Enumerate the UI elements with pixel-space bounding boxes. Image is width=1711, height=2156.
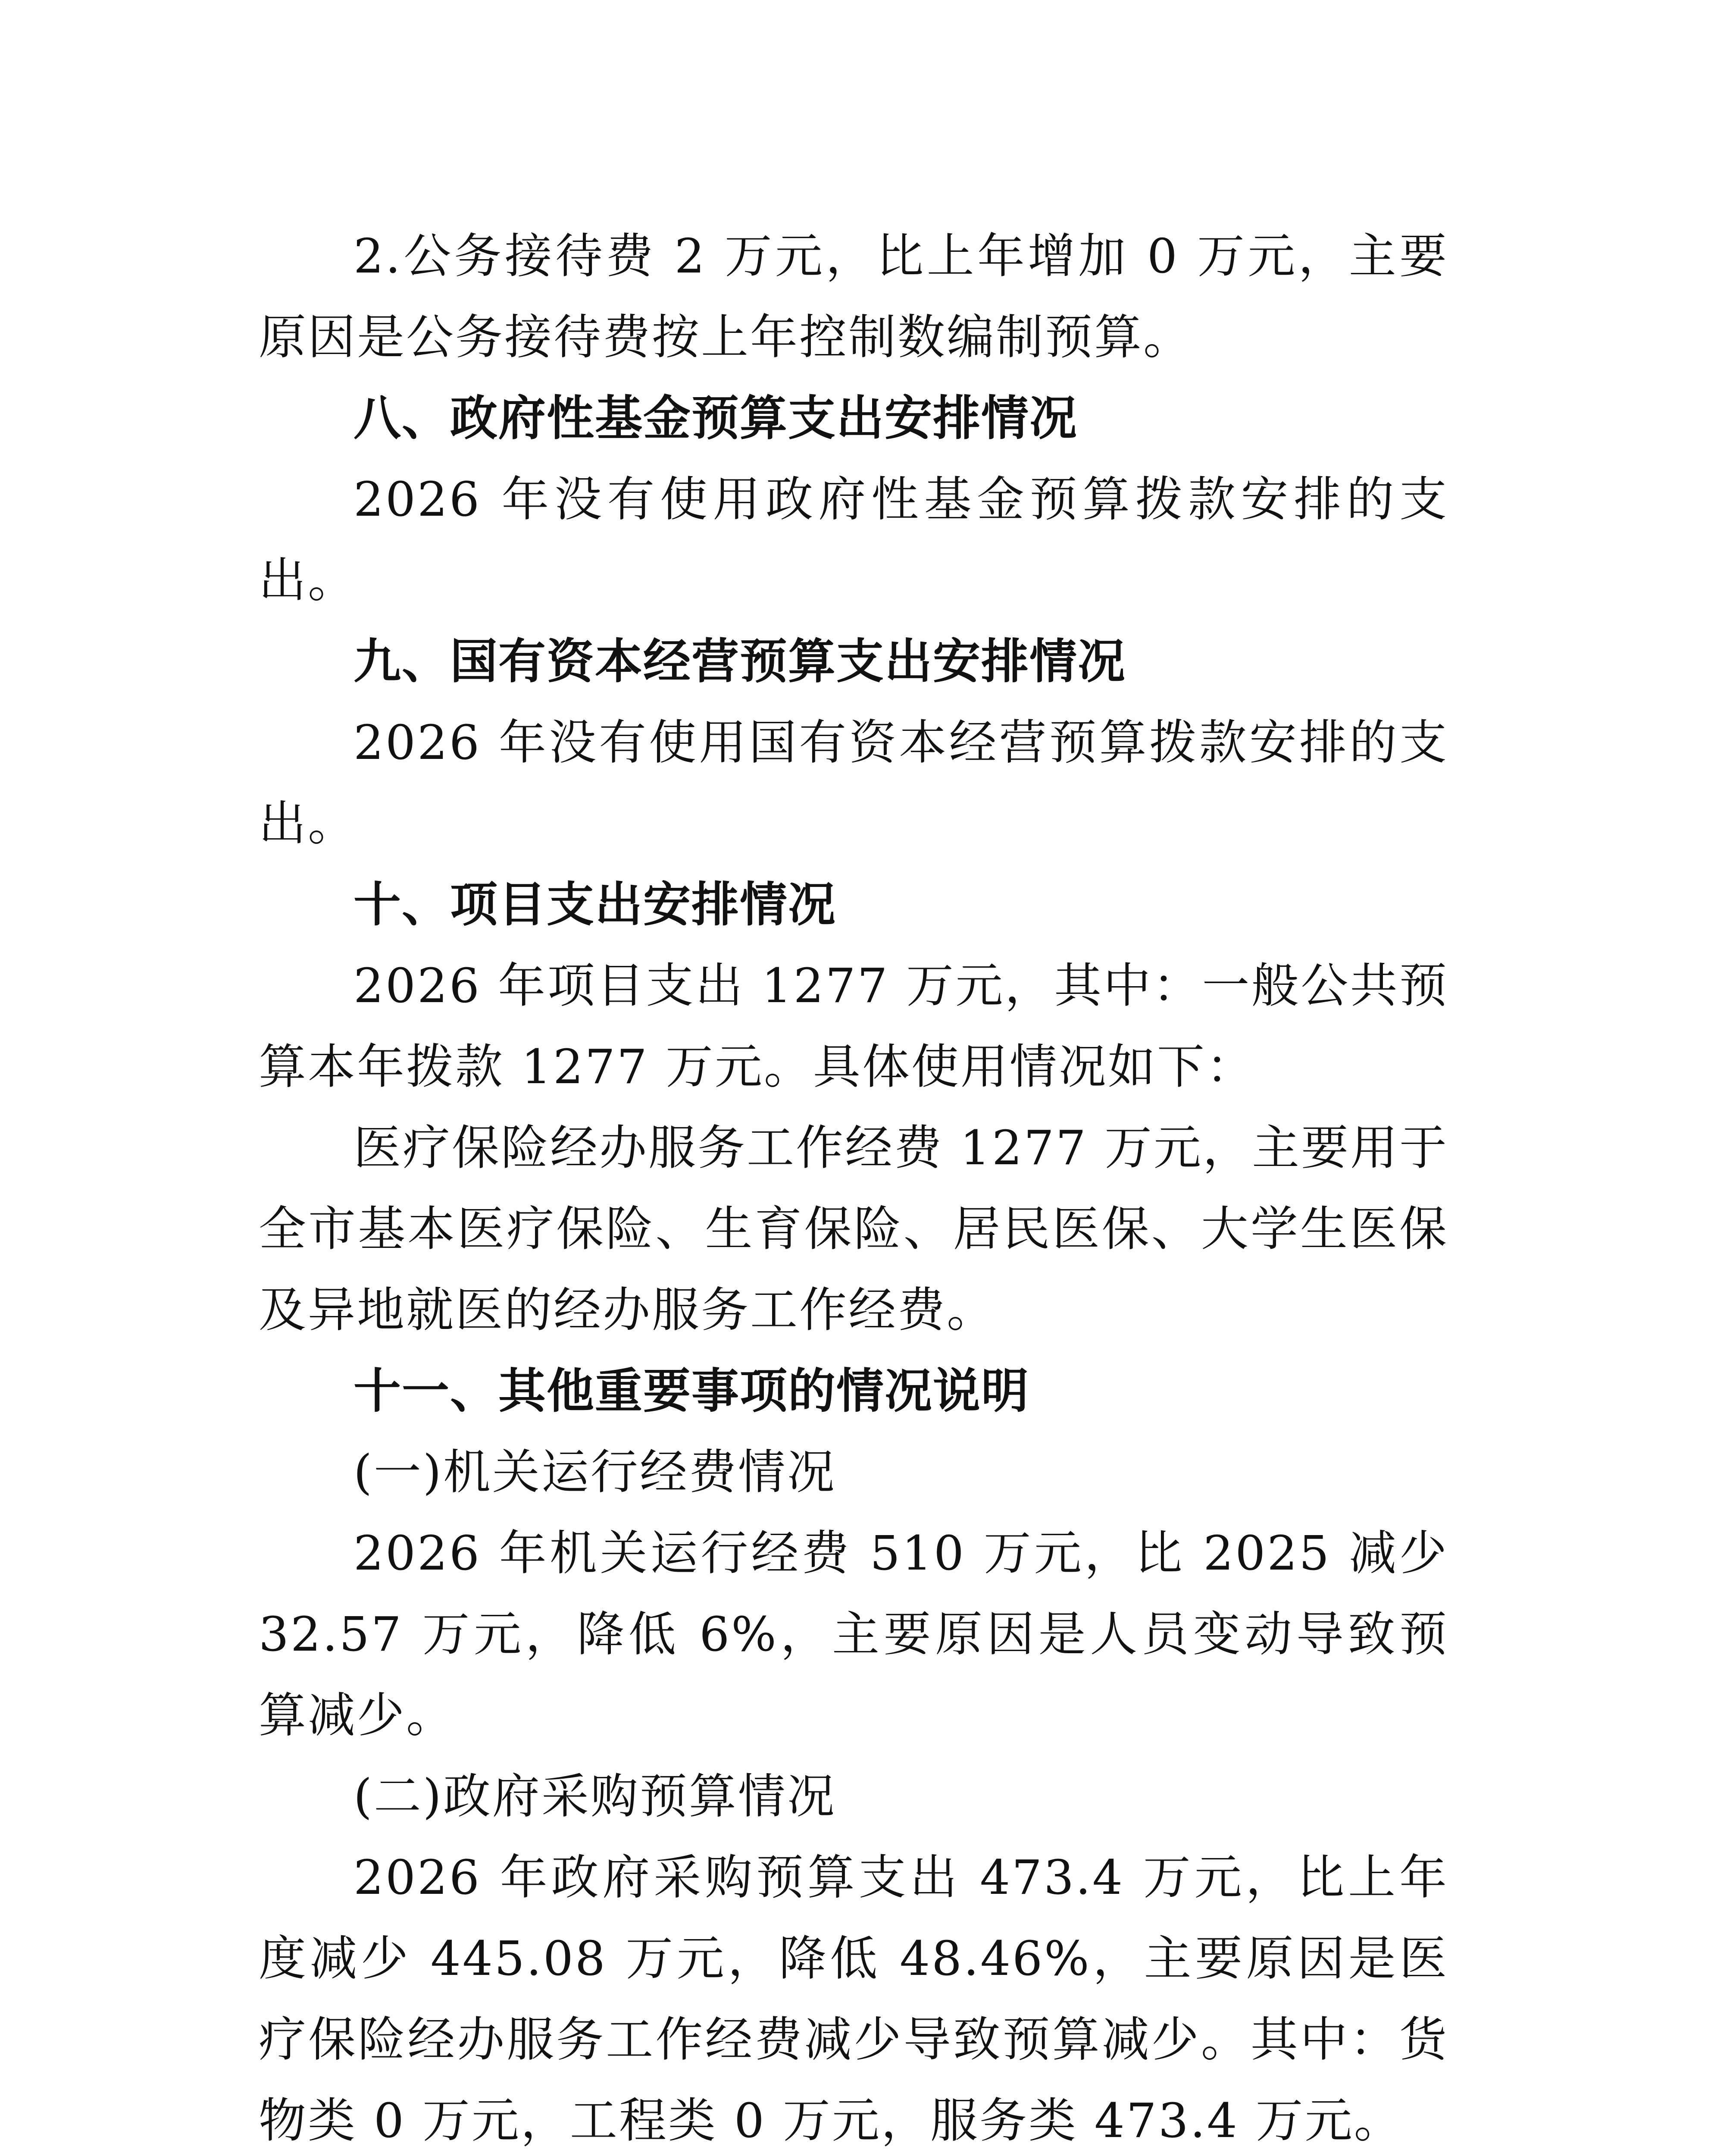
paragraph-medical-insurance-fund: 医疗保险经办服务工作经费 1277 万元，主要用于全市基本医疗保险、生育保险、居民医保、大学生医保及异地就医的经办服务工作经费。 xyxy=(259,1120,1448,1338)
heading-project-expenditure: 十、项目支出安排情况 xyxy=(353,877,836,932)
paragraph-state-capital: 2026 年没有使用国有资本经营预算拨款安排的支出。 xyxy=(259,715,1448,851)
heading-state-capital: 九、国有资本经营预算支出安排情况 xyxy=(353,634,1126,689)
subheading-procurement: (二)政府采购预算情况 xyxy=(353,1769,836,1824)
heading-other-matters: 十一、其他重要事项的情况说明 xyxy=(353,1363,1029,1419)
document-body xyxy=(259,216,1448,2156)
paragraph-procurement: 2026 年政府采购预算支出 473.4 万元，比上年度减少 445.08 万元，降低 48.46%，主要原因是医疗保险经办服务工作经费减少导致预算减少。其中：货物类 0 万元，工程类 0 万元，服务类 473.4 万元。 xyxy=(259,1850,1448,2148)
paragraph-project-expenditure: 2026 年项目支出 1277 万元，其中：一般公共预算本年拨款 1277 万元。具体使用情况如下： xyxy=(259,958,1448,1094)
paragraph-operating-funds: 2026 年机关运行经费 510 万元，比 2025 减少 32.57 万元，降低 6%，主要原因是人员变动导致预算减少。 xyxy=(259,1526,1448,1743)
paragraph-government-fund: 2026 年没有使用政府性基金预算拨款安排的支出。 xyxy=(259,472,1448,608)
paragraph-reception-fee: 2.公务接待费 2 万元，比上年增加 0 万元，主要原因是公务接待费按上年控制数编制预算。 xyxy=(259,229,1448,365)
subheading-operating-funds: (一)机关运行经费情况 xyxy=(353,1445,836,1500)
heading-government-fund: 八、政府性基金预算支出安排情况 xyxy=(353,391,1078,446)
